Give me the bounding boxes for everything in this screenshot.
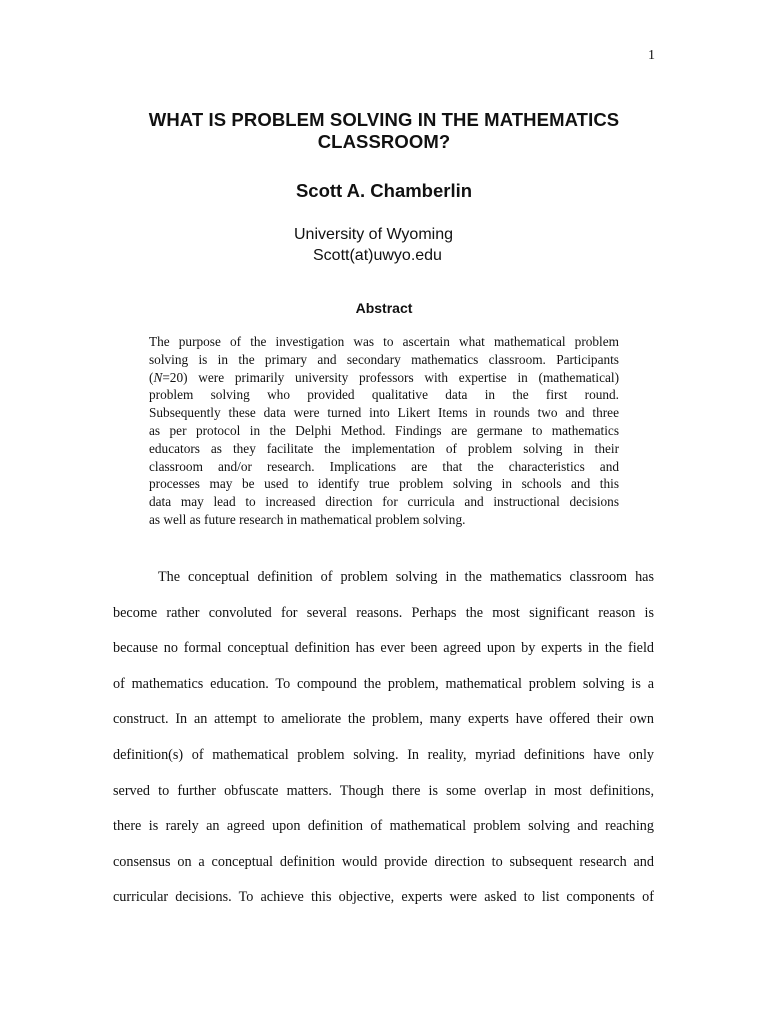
body-line: The conceptual definition of problem solving in the mathematics classroom has	[158, 569, 654, 585]
affiliation: University of Wyoming	[294, 226, 454, 243]
body-line: become rather convoluted for several reasons. Perhaps the most significant reason is	[113, 604, 654, 621]
body-line: construct. In an attempt to ameliorate the problem, many experts have offered their own	[113, 711, 654, 728]
abstract-line: data may lead to increased direction for curricula and instructional decisions	[149, 494, 619, 510]
body-line: because no formal conceptual definition has ever been agreed upon by experts in the field	[113, 640, 654, 657]
abstract-heading: Abstract	[355, 300, 413, 316]
abstract-line: as per protocol in the Delphi Method. Findings are germane to mathematics	[149, 422, 619, 438]
body-line: consensus on a conceptual definition would provide direction to subsequent research and	[113, 853, 654, 870]
body-line: served to further obfuscate matters. Though there is some overlap in most definitions,	[113, 782, 654, 799]
body-paragraph	[113, 566, 654, 922]
author-affiliation-block	[294, 224, 453, 266]
abstract-line: problem solving who provided qualitative data in the first round.	[149, 387, 619, 403]
body-line: curricular decisions. To achieve this objective, experts were asked to list components of	[113, 889, 654, 906]
abstract-body	[149, 333, 619, 529]
paper-title	[100, 109, 668, 153]
author-name: Scott A. Chamberlin	[295, 180, 473, 201]
abstract-line: Subsequently these data were turned into Likert Items in rounds two and three	[149, 405, 619, 421]
author-email: Scott(at)uwyo.edu	[313, 247, 442, 264]
body-line: there is rarely an agreed upon definition of mathematical problem solving and reaching	[113, 818, 654, 835]
abstract-line: as well as future research in mathematical problem solving.	[149, 511, 466, 527]
abstract-line	[149, 369, 619, 387]
paper-title-line-2: CLASSROOM?	[317, 131, 451, 152]
abstract-line-text: (	[149, 369, 154, 385]
abstract-line-text: =20) were primarily university professors with expertise in (mathematical)	[162, 369, 619, 385]
page-number: 1	[648, 48, 655, 63]
abstract-line: classroom and/or research. Implications are that the characteristics and	[149, 458, 619, 474]
abstract-line: The purpose of the investigation was to ascertain what mathematical problem	[149, 334, 619, 349]
sample-size-symbol: N	[153, 369, 163, 385]
body-line: of mathematics education. To compound the problem, mathematical problem solving is a	[113, 675, 654, 692]
paper-title-line-1: WHAT IS PROBLEM SOLVING IN THE MATHEMATICS	[148, 109, 620, 130]
abstract-line: solving is in the primary and secondary mathematics classroom. Participants	[149, 351, 619, 367]
body-line: definition(s) of mathematical problem solving. In reality, myriad definitions have only	[113, 746, 654, 763]
abstract-line: educators as they facilitate the implementation of problem solving in their	[149, 440, 619, 456]
abstract-line: processes may be used to identify true problem solving in schools and this	[149, 476, 619, 492]
